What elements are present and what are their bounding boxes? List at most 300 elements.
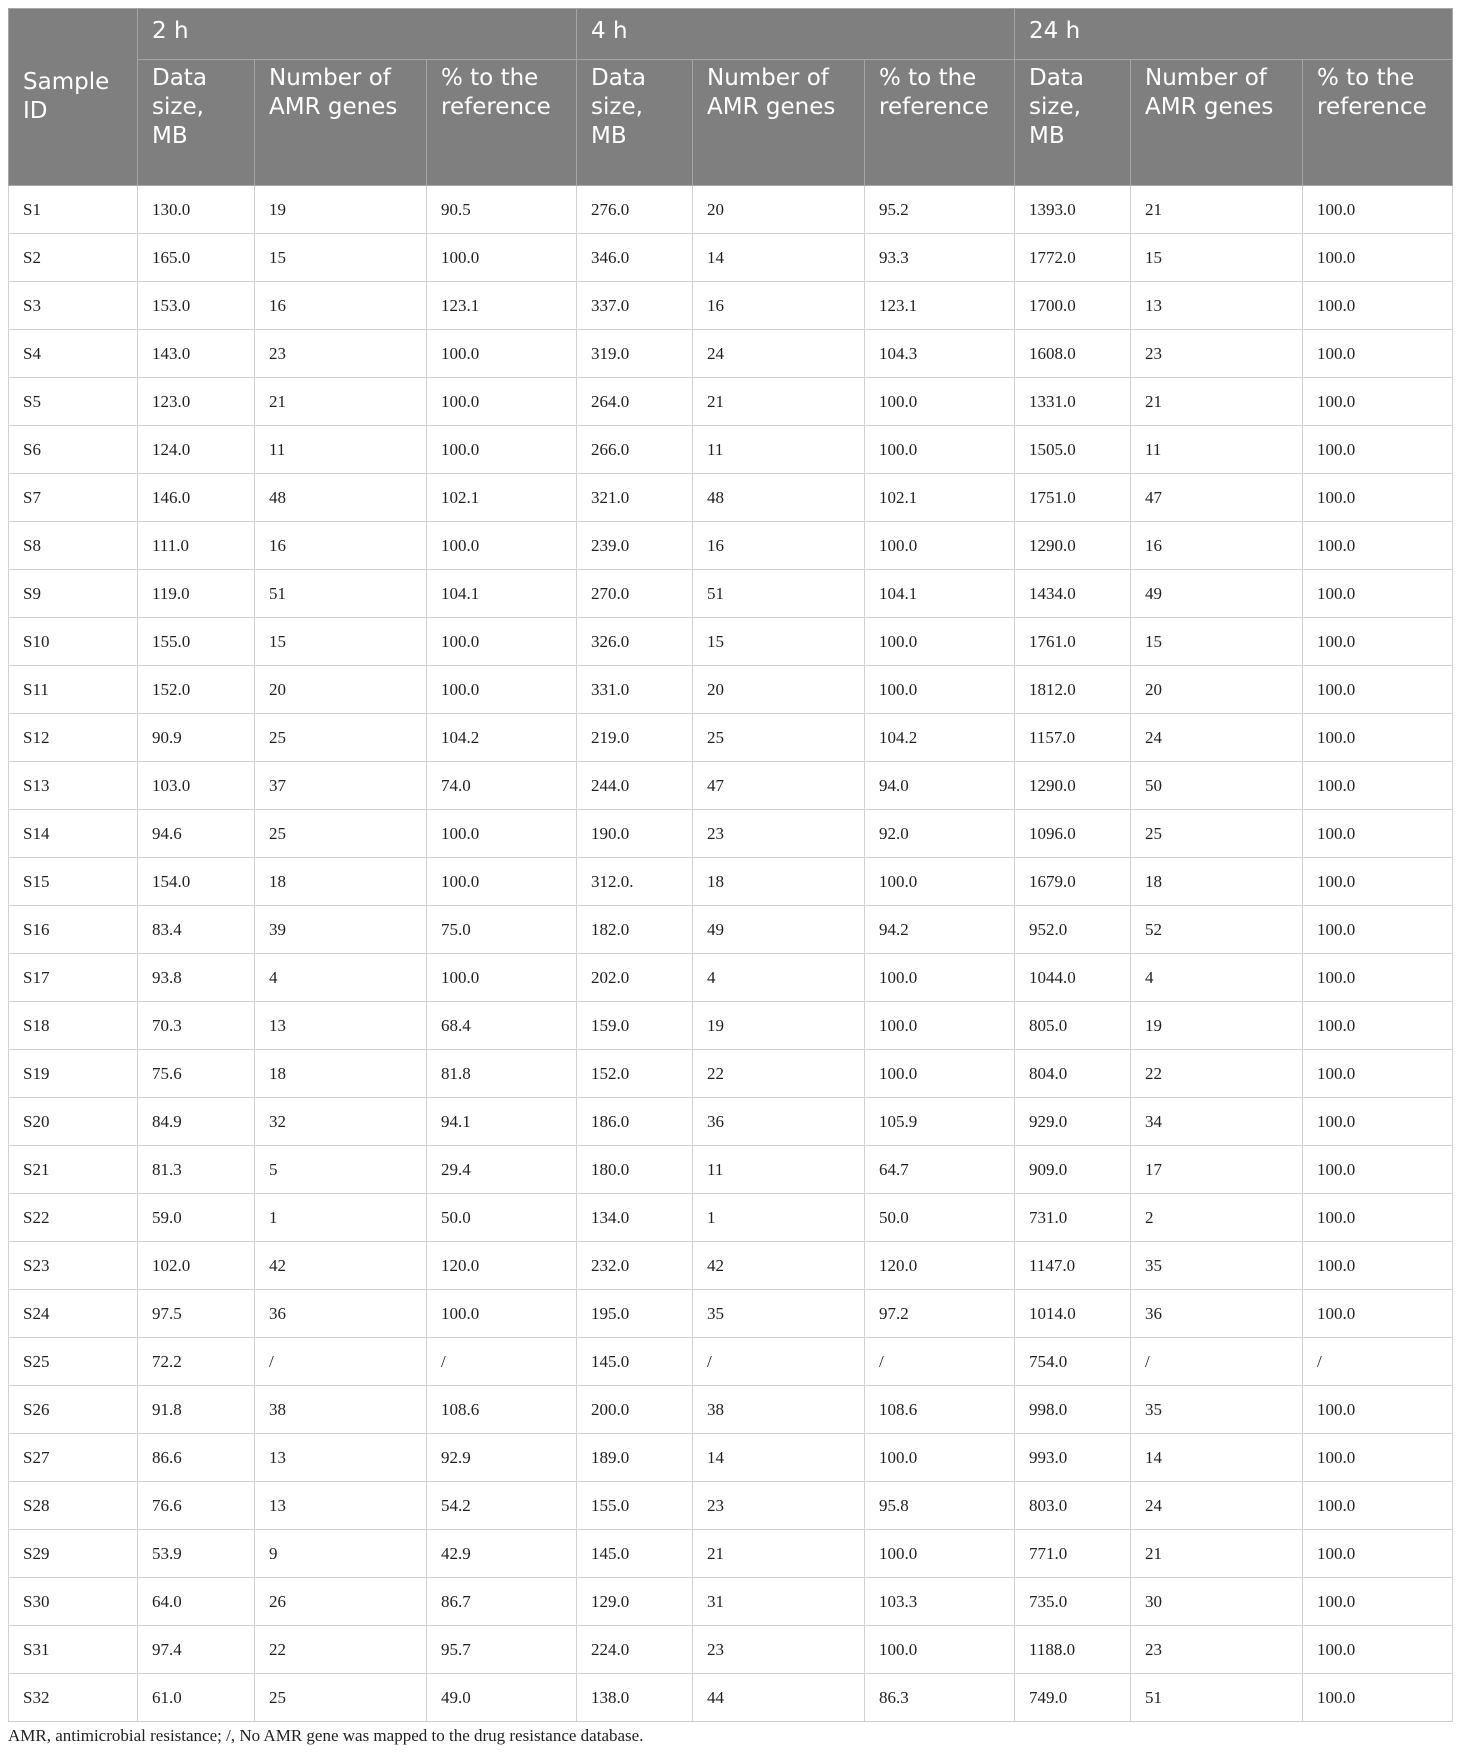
- percent-ref-4h-cell: 100.0: [865, 954, 1015, 1002]
- amr-genes-24h-cell: 51: [1131, 1674, 1303, 1722]
- percent-ref-24h-cell: 100.0: [1303, 474, 1453, 522]
- amr-genes-24h-cell: 24: [1131, 1482, 1303, 1530]
- percent-ref-24h-cell: 100.0: [1303, 1050, 1453, 1098]
- percent-ref-24h-cell: 100.0: [1303, 858, 1453, 906]
- amr-genes-4h-cell: 21: [693, 378, 865, 426]
- percent-ref-24h-cell: 100.0: [1303, 1482, 1453, 1530]
- amr-genes-2h-cell: 32: [255, 1098, 427, 1146]
- sample-id-cell: S32: [9, 1674, 138, 1722]
- table-row: [9, 954, 1453, 1002]
- amr-genes-2h-cell: 42: [255, 1242, 427, 1290]
- data-size-4h-cell: 331.0: [577, 666, 693, 714]
- amr-genes-2h-cell: 36: [255, 1290, 427, 1338]
- percent-ref-24h-cell: 100.0: [1303, 1146, 1453, 1194]
- table-row: [9, 762, 1453, 810]
- amr-genes-2h-cell: 16: [255, 522, 427, 570]
- amr-genes-24h-cell: 52: [1131, 906, 1303, 954]
- header-group-24h: 24 h: [1015, 9, 1453, 60]
- percent-ref-2h-cell: 104.2: [427, 714, 577, 762]
- sample-id-cell: S8: [9, 522, 138, 570]
- table-row: [9, 1290, 1453, 1338]
- amr-genes-24h-cell: 23: [1131, 1626, 1303, 1674]
- percent-ref-2h-cell: 42.9: [427, 1530, 577, 1578]
- amr-genes-4h-cell: 36: [693, 1098, 865, 1146]
- sample-id-cell: S15: [9, 858, 138, 906]
- data-size-4h-cell: 219.0: [577, 714, 693, 762]
- amr-genes-2h-cell: 48: [255, 474, 427, 522]
- percent-ref-4h-cell: 94.0: [865, 762, 1015, 810]
- percent-ref-24h-cell: 100.0: [1303, 1626, 1453, 1674]
- percent-ref-4h-cell: 102.1: [865, 474, 1015, 522]
- amr-genes-4h-cell: 16: [693, 522, 865, 570]
- percent-ref-2h-cell: 29.4: [427, 1146, 577, 1194]
- percent-ref-24h-cell: 100.0: [1303, 1674, 1453, 1722]
- data-size-24h-cell: 1188.0: [1015, 1626, 1131, 1674]
- percent-ref-2h-cell: 123.1: [427, 282, 577, 330]
- amr-genes-24h-cell: 21: [1131, 1530, 1303, 1578]
- data-size-4h-cell: 346.0: [577, 234, 693, 282]
- data-size-24h-cell: 1700.0: [1015, 282, 1131, 330]
- percent-ref-2h-cell: 100.0: [427, 954, 577, 1002]
- data-size-24h-cell: 749.0: [1015, 1674, 1131, 1722]
- amr-genes-4h-cell: 16: [693, 282, 865, 330]
- data-size-4h-cell: 138.0: [577, 1674, 693, 1722]
- percent-ref-4h-cell: 104.1: [865, 570, 1015, 618]
- amr-genes-4h-cell: 24: [693, 330, 865, 378]
- header-group-4h: 4 h: [577, 9, 1015, 60]
- data-size-2h-cell: 152.0: [138, 666, 255, 714]
- table-row: [9, 1434, 1453, 1482]
- percent-ref-24h-cell: 100.0: [1303, 282, 1453, 330]
- amr-genes-4h-cell: 47: [693, 762, 865, 810]
- data-size-2h-cell: 165.0: [138, 234, 255, 282]
- percent-ref-2h-cell: 50.0: [427, 1194, 577, 1242]
- sample-id-cell: S11: [9, 666, 138, 714]
- amr-genes-24h-cell: 21: [1131, 378, 1303, 426]
- amr-genes-2h-cell: 51: [255, 570, 427, 618]
- amr-genes-24h-cell: 50: [1131, 762, 1303, 810]
- amr-genes-4h-cell: 35: [693, 1290, 865, 1338]
- header-percent-reference: % to the reference: [427, 60, 577, 186]
- amr-genes-2h-cell: 11: [255, 426, 427, 474]
- percent-ref-2h-cell: 102.1: [427, 474, 577, 522]
- amr-genes-24h-cell: 25: [1131, 810, 1303, 858]
- percent-ref-24h-cell: 100.0: [1303, 1290, 1453, 1338]
- data-size-4h-cell: 224.0: [577, 1626, 693, 1674]
- sample-id-cell: S3: [9, 282, 138, 330]
- percent-ref-4h-cell: 104.2: [865, 714, 1015, 762]
- percent-ref-2h-cell: 100.0: [427, 522, 577, 570]
- data-size-2h-cell: 53.9: [138, 1530, 255, 1578]
- amr-genes-2h-cell: 1: [255, 1194, 427, 1242]
- table-row: [9, 810, 1453, 858]
- amr-genes-4h-cell: 15: [693, 618, 865, 666]
- table-row: [9, 1530, 1453, 1578]
- table-row: [9, 906, 1453, 954]
- amr-genes-24h-cell: 17: [1131, 1146, 1303, 1194]
- percent-ref-24h-cell: 100.0: [1303, 954, 1453, 1002]
- data-size-2h-cell: 94.6: [138, 810, 255, 858]
- amr-genes-2h-cell: 16: [255, 282, 427, 330]
- data-size-24h-cell: 1290.0: [1015, 762, 1131, 810]
- percent-ref-24h-cell: 100.0: [1303, 1578, 1453, 1626]
- sample-id-cell: S4: [9, 330, 138, 378]
- data-size-2h-cell: 97.4: [138, 1626, 255, 1674]
- amr-genes-4h-cell: /: [693, 1338, 865, 1386]
- amr-genes-24h-cell: 18: [1131, 858, 1303, 906]
- data-size-24h-cell: 909.0: [1015, 1146, 1131, 1194]
- table-row: [9, 1002, 1453, 1050]
- percent-ref-24h-cell: 100.0: [1303, 714, 1453, 762]
- percent-ref-24h-cell: 100.0: [1303, 522, 1453, 570]
- table-row: [9, 570, 1453, 618]
- percent-ref-2h-cell: 100.0: [427, 426, 577, 474]
- percent-ref-2h-cell: 90.5: [427, 186, 577, 234]
- percent-ref-4h-cell: /: [865, 1338, 1015, 1386]
- percent-ref-4h-cell: 100.0: [865, 1626, 1015, 1674]
- amr-genes-4h-cell: 23: [693, 1482, 865, 1530]
- amr-genes-24h-cell: 49: [1131, 570, 1303, 618]
- data-size-24h-cell: 735.0: [1015, 1578, 1131, 1626]
- data-size-2h-cell: 97.5: [138, 1290, 255, 1338]
- sample-id-cell: S21: [9, 1146, 138, 1194]
- amr-genes-24h-cell: 23: [1131, 330, 1303, 378]
- amr-genes-4h-cell: 23: [693, 810, 865, 858]
- amr-genes-4h-cell: 49: [693, 906, 865, 954]
- sample-id-cell: S6: [9, 426, 138, 474]
- amr-genes-2h-cell: 25: [255, 1674, 427, 1722]
- data-size-2h-cell: 86.6: [138, 1434, 255, 1482]
- percent-ref-2h-cell: 100.0: [427, 810, 577, 858]
- percent-ref-24h-cell: 100.0: [1303, 1434, 1453, 1482]
- data-size-24h-cell: 1014.0: [1015, 1290, 1131, 1338]
- data-size-24h-cell: 1157.0: [1015, 714, 1131, 762]
- data-size-2h-cell: 75.6: [138, 1050, 255, 1098]
- data-size-4h-cell: 232.0: [577, 1242, 693, 1290]
- percent-ref-4h-cell: 104.3: [865, 330, 1015, 378]
- data-size-24h-cell: 998.0: [1015, 1386, 1131, 1434]
- amr-genes-24h-cell: 13: [1131, 282, 1303, 330]
- data-size-24h-cell: 1772.0: [1015, 234, 1131, 282]
- percent-ref-24h-cell: 100.0: [1303, 186, 1453, 234]
- header-percent-reference: % to the reference: [865, 60, 1015, 186]
- sample-id-cell: S2: [9, 234, 138, 282]
- amr-genes-2h-cell: 9: [255, 1530, 427, 1578]
- data-size-2h-cell: 72.2: [138, 1338, 255, 1386]
- table-row: [9, 1242, 1453, 1290]
- sample-id-cell: S13: [9, 762, 138, 810]
- amr-genes-4h-cell: 11: [693, 426, 865, 474]
- data-size-2h-cell: 90.9: [138, 714, 255, 762]
- percent-ref-24h-cell: 100.0: [1303, 1386, 1453, 1434]
- amr-genes-2h-cell: 15: [255, 234, 427, 282]
- header-sample-id: Sample ID: [9, 9, 138, 186]
- data-size-24h-cell: 1761.0: [1015, 618, 1131, 666]
- data-size-24h-cell: 804.0: [1015, 1050, 1131, 1098]
- sample-id-cell: S9: [9, 570, 138, 618]
- header-amr-genes: Number of AMR genes: [255, 60, 427, 186]
- data-size-2h-cell: 119.0: [138, 570, 255, 618]
- amr-genes-2h-cell: 20: [255, 666, 427, 714]
- percent-ref-2h-cell: 86.7: [427, 1578, 577, 1626]
- table-row: [9, 1674, 1453, 1722]
- data-size-24h-cell: 1679.0: [1015, 858, 1131, 906]
- amr-genes-4h-cell: 14: [693, 1434, 865, 1482]
- data-size-4h-cell: 326.0: [577, 618, 693, 666]
- data-size-4h-cell: 266.0: [577, 426, 693, 474]
- amr-genes-2h-cell: 19: [255, 186, 427, 234]
- header-amr-genes: Number of AMR genes: [693, 60, 865, 186]
- table-row: [9, 378, 1453, 426]
- table-row: [9, 1626, 1453, 1674]
- data-size-2h-cell: 123.0: [138, 378, 255, 426]
- data-size-2h-cell: 59.0: [138, 1194, 255, 1242]
- header-data-size: Data size, MB: [1015, 60, 1131, 186]
- amr-genes-4h-cell: 14: [693, 234, 865, 282]
- amr-genes-4h-cell: 11: [693, 1146, 865, 1194]
- table-row: [9, 858, 1453, 906]
- sample-id-cell: S22: [9, 1194, 138, 1242]
- percent-ref-24h-cell: 100.0: [1303, 1098, 1453, 1146]
- sample-id-cell: S23: [9, 1242, 138, 1290]
- percent-ref-2h-cell: 100.0: [427, 618, 577, 666]
- table-row: [9, 1578, 1453, 1626]
- sample-id-cell: S14: [9, 810, 138, 858]
- percent-ref-24h-cell: 100.0: [1303, 1194, 1453, 1242]
- table-row: [9, 1146, 1453, 1194]
- data-size-2h-cell: 83.4: [138, 906, 255, 954]
- table-row: [9, 1098, 1453, 1146]
- percent-ref-4h-cell: 92.0: [865, 810, 1015, 858]
- table-row: [9, 618, 1453, 666]
- percent-ref-4h-cell: 100.0: [865, 618, 1015, 666]
- amr-genes-24h-cell: 30: [1131, 1578, 1303, 1626]
- data-size-24h-cell: 1096.0: [1015, 810, 1131, 858]
- percent-ref-2h-cell: 100.0: [427, 858, 577, 906]
- data-size-24h-cell: 1044.0: [1015, 954, 1131, 1002]
- data-size-4h-cell: 159.0: [577, 1002, 693, 1050]
- amr-genes-4h-cell: 38: [693, 1386, 865, 1434]
- table-header: [9, 9, 1453, 186]
- data-size-4h-cell: 239.0: [577, 522, 693, 570]
- amr-genes-24h-cell: 11: [1131, 426, 1303, 474]
- amr-genes-4h-cell: 48: [693, 474, 865, 522]
- sample-id-cell: S19: [9, 1050, 138, 1098]
- amr-genes-2h-cell: 21: [255, 378, 427, 426]
- percent-ref-24h-cell: 100.0: [1303, 426, 1453, 474]
- amr-genes-2h-cell: 25: [255, 714, 427, 762]
- amr-genes-24h-cell: 22: [1131, 1050, 1303, 1098]
- percent-ref-24h-cell: 100.0: [1303, 234, 1453, 282]
- data-size-2h-cell: 70.3: [138, 1002, 255, 1050]
- amr-genes-24h-cell: 15: [1131, 234, 1303, 282]
- percent-ref-4h-cell: 93.3: [865, 234, 1015, 282]
- data-size-2h-cell: 61.0: [138, 1674, 255, 1722]
- sample-id-cell: S12: [9, 714, 138, 762]
- percent-ref-24h-cell: 100.0: [1303, 906, 1453, 954]
- table-row: [9, 186, 1453, 234]
- amr-genes-24h-cell: 35: [1131, 1386, 1303, 1434]
- amr-genes-2h-cell: 18: [255, 1050, 427, 1098]
- percent-ref-4h-cell: 100.0: [865, 378, 1015, 426]
- data-size-2h-cell: 153.0: [138, 282, 255, 330]
- data-size-4h-cell: 202.0: [577, 954, 693, 1002]
- data-size-4h-cell: 244.0: [577, 762, 693, 810]
- percent-ref-4h-cell: 97.2: [865, 1290, 1015, 1338]
- data-size-2h-cell: 93.8: [138, 954, 255, 1002]
- table-row: [9, 1050, 1453, 1098]
- percent-ref-4h-cell: 100.0: [865, 1050, 1015, 1098]
- percent-ref-2h-cell: 120.0: [427, 1242, 577, 1290]
- table-row: [9, 474, 1453, 522]
- data-size-2h-cell: 102.0: [138, 1242, 255, 1290]
- data-size-24h-cell: 952.0: [1015, 906, 1131, 954]
- sample-id-cell: S17: [9, 954, 138, 1002]
- data-size-24h-cell: 1608.0: [1015, 330, 1131, 378]
- data-size-24h-cell: 1505.0: [1015, 426, 1131, 474]
- amr-genes-2h-cell: 38: [255, 1386, 427, 1434]
- percent-ref-2h-cell: /: [427, 1338, 577, 1386]
- data-size-2h-cell: 154.0: [138, 858, 255, 906]
- amr-genes-2h-cell: 13: [255, 1482, 427, 1530]
- amr-genes-4h-cell: 44: [693, 1674, 865, 1722]
- header-group-row: [9, 9, 1453, 60]
- table-row: [9, 234, 1453, 282]
- data-size-24h-cell: 929.0: [1015, 1098, 1131, 1146]
- amr-genes-2h-cell: 26: [255, 1578, 427, 1626]
- amr-genes-4h-cell: 18: [693, 858, 865, 906]
- header-percent-reference: % to the reference: [1303, 60, 1453, 186]
- sample-id-cell: S28: [9, 1482, 138, 1530]
- percent-ref-24h-cell: 100.0: [1303, 618, 1453, 666]
- percent-ref-4h-cell: 103.3: [865, 1578, 1015, 1626]
- data-size-24h-cell: 1812.0: [1015, 666, 1131, 714]
- amr-genes-2h-cell: 22: [255, 1626, 427, 1674]
- data-size-24h-cell: 1290.0: [1015, 522, 1131, 570]
- percent-ref-4h-cell: 108.6: [865, 1386, 1015, 1434]
- amr-genes-24h-cell: 2: [1131, 1194, 1303, 1242]
- table-footnote: AMR, antimicrobial resistance; /, No AMR gene was mapped to the drug resistance database.: [8, 1726, 644, 1745]
- data-size-4h-cell: 200.0: [577, 1386, 693, 1434]
- percent-ref-2h-cell: 74.0: [427, 762, 577, 810]
- table-row: [9, 1338, 1453, 1386]
- amr-genes-4h-cell: 25: [693, 714, 865, 762]
- amr-genes-2h-cell: 13: [255, 1434, 427, 1482]
- percent-ref-2h-cell: 94.1: [427, 1098, 577, 1146]
- data-size-2h-cell: 76.6: [138, 1482, 255, 1530]
- sample-id-cell: S7: [9, 474, 138, 522]
- percent-ref-4h-cell: 100.0: [865, 1530, 1015, 1578]
- amr-genes-4h-cell: 4: [693, 954, 865, 1002]
- data-size-2h-cell: 84.9: [138, 1098, 255, 1146]
- table-row: [9, 330, 1453, 378]
- header-group-2h: 2 h: [138, 9, 577, 60]
- percent-ref-2h-cell: 108.6: [427, 1386, 577, 1434]
- data-size-4h-cell: 264.0: [577, 378, 693, 426]
- percent-ref-4h-cell: 100.0: [865, 522, 1015, 570]
- data-size-4h-cell: 182.0: [577, 906, 693, 954]
- data-size-24h-cell: 771.0: [1015, 1530, 1131, 1578]
- percent-ref-2h-cell: 81.8: [427, 1050, 577, 1098]
- amr-genes-24h-cell: 4: [1131, 954, 1303, 1002]
- data-size-4h-cell: 270.0: [577, 570, 693, 618]
- sample-id-cell: S31: [9, 1626, 138, 1674]
- data-size-4h-cell: 189.0: [577, 1434, 693, 1482]
- data-size-2h-cell: 143.0: [138, 330, 255, 378]
- data-size-4h-cell: 145.0: [577, 1530, 693, 1578]
- sample-id-cell: S16: [9, 906, 138, 954]
- percent-ref-24h-cell: 100.0: [1303, 1530, 1453, 1578]
- data-size-2h-cell: 91.8: [138, 1386, 255, 1434]
- data-size-24h-cell: 1147.0: [1015, 1242, 1131, 1290]
- data-size-4h-cell: 312.0.: [577, 858, 693, 906]
- table-row: [9, 1386, 1453, 1434]
- amr-genes-2h-cell: 4: [255, 954, 427, 1002]
- table-row: [9, 522, 1453, 570]
- percent-ref-24h-cell: 100.0: [1303, 378, 1453, 426]
- table-row: [9, 426, 1453, 474]
- amr-genes-2h-cell: 23: [255, 330, 427, 378]
- data-size-4h-cell: 186.0: [577, 1098, 693, 1146]
- table-row: [9, 1482, 1453, 1530]
- percent-ref-24h-cell: 100.0: [1303, 330, 1453, 378]
- percent-ref-2h-cell: 49.0: [427, 1674, 577, 1722]
- data-size-4h-cell: 155.0: [577, 1482, 693, 1530]
- percent-ref-4h-cell: 100.0: [865, 666, 1015, 714]
- amr-genes-4h-cell: 21: [693, 1530, 865, 1578]
- percent-ref-2h-cell: 100.0: [427, 378, 577, 426]
- percent-ref-4h-cell: 50.0: [865, 1194, 1015, 1242]
- header-data-size: Data size, MB: [138, 60, 255, 186]
- amr-genes-24h-cell: 34: [1131, 1098, 1303, 1146]
- sample-id-cell: S18: [9, 1002, 138, 1050]
- percent-ref-24h-cell: 100.0: [1303, 666, 1453, 714]
- percent-ref-4h-cell: 105.9: [865, 1098, 1015, 1146]
- data-size-24h-cell: 754.0: [1015, 1338, 1131, 1386]
- amr-genes-2h-cell: 39: [255, 906, 427, 954]
- amr-genes-2h-cell: 13: [255, 1002, 427, 1050]
- sample-id-cell: S25: [9, 1338, 138, 1386]
- sample-id-cell: S1: [9, 186, 138, 234]
- percent-ref-4h-cell: 100.0: [865, 858, 1015, 906]
- data-size-4h-cell: 145.0: [577, 1338, 693, 1386]
- amr-genes-24h-cell: 19: [1131, 1002, 1303, 1050]
- amr-genes-4h-cell: 31: [693, 1578, 865, 1626]
- table-row: [9, 714, 1453, 762]
- percent-ref-2h-cell: 100.0: [427, 1290, 577, 1338]
- amr-genes-24h-cell: 20: [1131, 666, 1303, 714]
- percent-ref-4h-cell: 120.0: [865, 1242, 1015, 1290]
- data-size-24h-cell: 1393.0: [1015, 186, 1131, 234]
- sample-id-cell: S27: [9, 1434, 138, 1482]
- table-row: [9, 282, 1453, 330]
- amr-genes-24h-cell: 35: [1131, 1242, 1303, 1290]
- data-size-24h-cell: 1331.0: [1015, 378, 1131, 426]
- percent-ref-4h-cell: 100.0: [865, 1002, 1015, 1050]
- data-size-4h-cell: 152.0: [577, 1050, 693, 1098]
- data-size-2h-cell: 124.0: [138, 426, 255, 474]
- data-size-4h-cell: 129.0: [577, 1578, 693, 1626]
- percent-ref-4h-cell: 94.2: [865, 906, 1015, 954]
- amr-genes-24h-cell: 15: [1131, 618, 1303, 666]
- percent-ref-2h-cell: 92.9: [427, 1434, 577, 1482]
- percent-ref-2h-cell: 100.0: [427, 234, 577, 282]
- data-size-4h-cell: 190.0: [577, 810, 693, 858]
- percent-ref-4h-cell: 95.2: [865, 186, 1015, 234]
- data-size-2h-cell: 111.0: [138, 522, 255, 570]
- amr-genes-4h-cell: 1: [693, 1194, 865, 1242]
- percent-ref-24h-cell: 100.0: [1303, 762, 1453, 810]
